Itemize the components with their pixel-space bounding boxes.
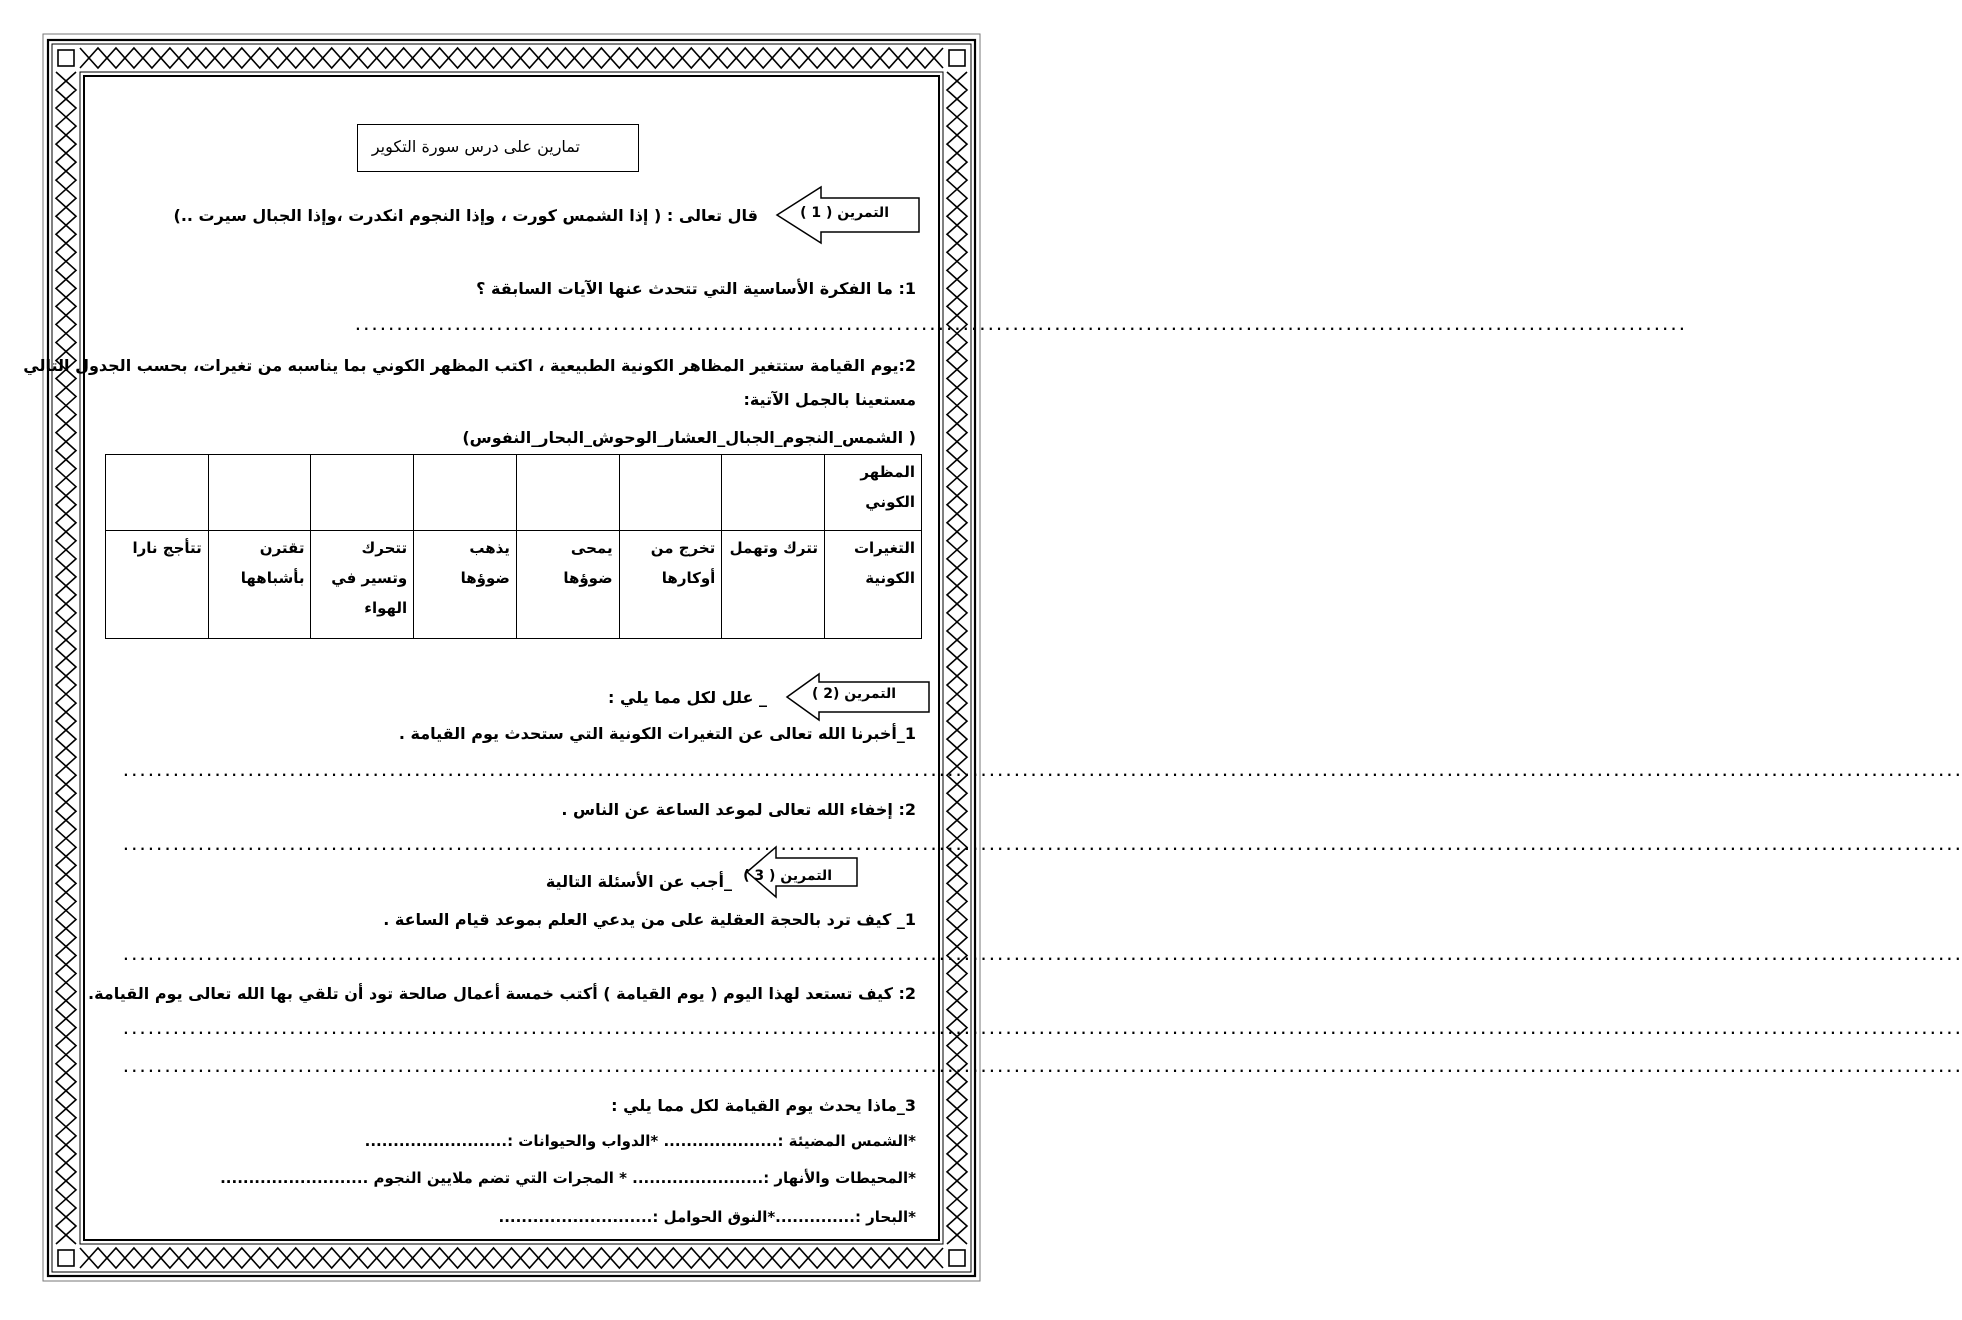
title-box bbox=[357, 124, 639, 172]
ex3-question-2: 2: كيف تستعد لهذا اليوم ( يوم القيامة ) أكتب خمسة أعمال صالحة تود أن تلقي بها الله تعالى يوم القيامة. bbox=[88, 984, 916, 1003]
ex3-item-1: *الشمس المضيئة :.................... *الدواب والحيوانات :......................... bbox=[364, 1132, 916, 1150]
answer-cell[interactable] bbox=[722, 455, 825, 531]
ex1-question-2-cont: مستعينا بالجمل الآتية: bbox=[743, 390, 916, 409]
change-cell: يذهب ضوؤها bbox=[414, 531, 517, 639]
answer-line[interactable]: ............................................................................................................................................................................................................................. bbox=[122, 839, 1962, 854]
cosmic-changes-table bbox=[105, 454, 922, 639]
change-cell: تقترن بأشباهها bbox=[208, 531, 311, 639]
ex3-question-1: 1_ كيف ترد بالحجة العقلية على من يدعي العلم بموعد قيام الساعة . bbox=[383, 910, 916, 929]
change-cell: تترك وتهمل bbox=[722, 531, 825, 639]
change-cell: تتحرك وتسير في الهواء bbox=[311, 531, 414, 639]
ex3-question-3: 3_ماذا يحدث يوم القيامة لكل مما يلي : bbox=[611, 1096, 916, 1115]
ex1-word-bank: ( الشمس_النجوم_الجبال_العشار_الوحوش_البحار_النفوس) bbox=[462, 428, 916, 447]
exercise-3-label: التمرين ( 3 ) bbox=[743, 868, 832, 884]
answer-cell[interactable] bbox=[516, 455, 619, 531]
change-cell: يمحى ضوؤها bbox=[516, 531, 619, 639]
table-row bbox=[106, 531, 922, 639]
row-header-phenomenon: المظهر الكوني bbox=[825, 455, 922, 531]
table-row bbox=[106, 455, 922, 531]
answer-line[interactable]: ............................................................................................................................................................................................................................. bbox=[122, 765, 1962, 780]
answer-line[interactable]: ............................................................................................................................................................................................................................. bbox=[122, 1023, 1962, 1038]
answer-line[interactable]: ............................................................................................................................................................................................................................. bbox=[122, 949, 1962, 964]
answer-cell[interactable] bbox=[619, 455, 722, 531]
answer-line[interactable]: ................................................................................................................................................................ bbox=[354, 319, 1687, 334]
answer-cell[interactable] bbox=[311, 455, 414, 531]
exercise-2-label: التمرين (2 ) bbox=[811, 686, 896, 702]
ex2-question-2: 2: إخفاء الله تعالى لموعد الساعة عن الناس . bbox=[561, 800, 916, 819]
exercise-1-label: التمرين ( 1 ) bbox=[800, 205, 889, 221]
page-title: تمارين على درس سورة التكوير bbox=[371, 137, 580, 156]
exercise-2-intro: _ علل لكل مما يلي : bbox=[608, 688, 767, 707]
change-cell: تخرج من أوكارها bbox=[619, 531, 722, 639]
answer-cell[interactable] bbox=[106, 455, 209, 531]
answer-line[interactable]: ............................................................................................................................................................................................................................. bbox=[122, 1061, 1962, 1076]
ex1-question-2: 2:يوم القيامة ستتغير المظاهر الكونية الطبيعية ، اكتب المظهر الكوني بما يناسبه من تغيرات، بحسب الجدول التالي bbox=[23, 356, 916, 375]
ex1-question-1: 1: ما الفكرة الأساسية التي تتحدث عنها الآيات السابقة ؟ bbox=[476, 279, 916, 298]
change-cell: تتأجج نارا bbox=[106, 531, 209, 639]
ex3-item-3: *البحار :..............*النوق الحوامل :........................... bbox=[498, 1208, 916, 1226]
ex3-item-2: *المحيطات والأنهار :....................... * المجرات التي تضم ملايين النجوم .......................... bbox=[220, 1169, 916, 1187]
answer-cell[interactable] bbox=[414, 455, 517, 531]
exercise-1-verse: قال تعالى : ( إذا الشمس كورت ، وإذا النجوم انكدرت ،وإذا الجبال سيرت ..) bbox=[173, 206, 758, 225]
row-header-changes: التغيرات الكونية bbox=[825, 531, 922, 639]
answer-cell[interactable] bbox=[208, 455, 311, 531]
exercise-3-intro: _أجب عن الأسئلة التالية bbox=[545, 872, 732, 891]
ex2-question-1: 1_أخبرنا الله تعالى عن التغيرات الكونية التي ستحدث يوم القيامة . bbox=[398, 724, 916, 743]
